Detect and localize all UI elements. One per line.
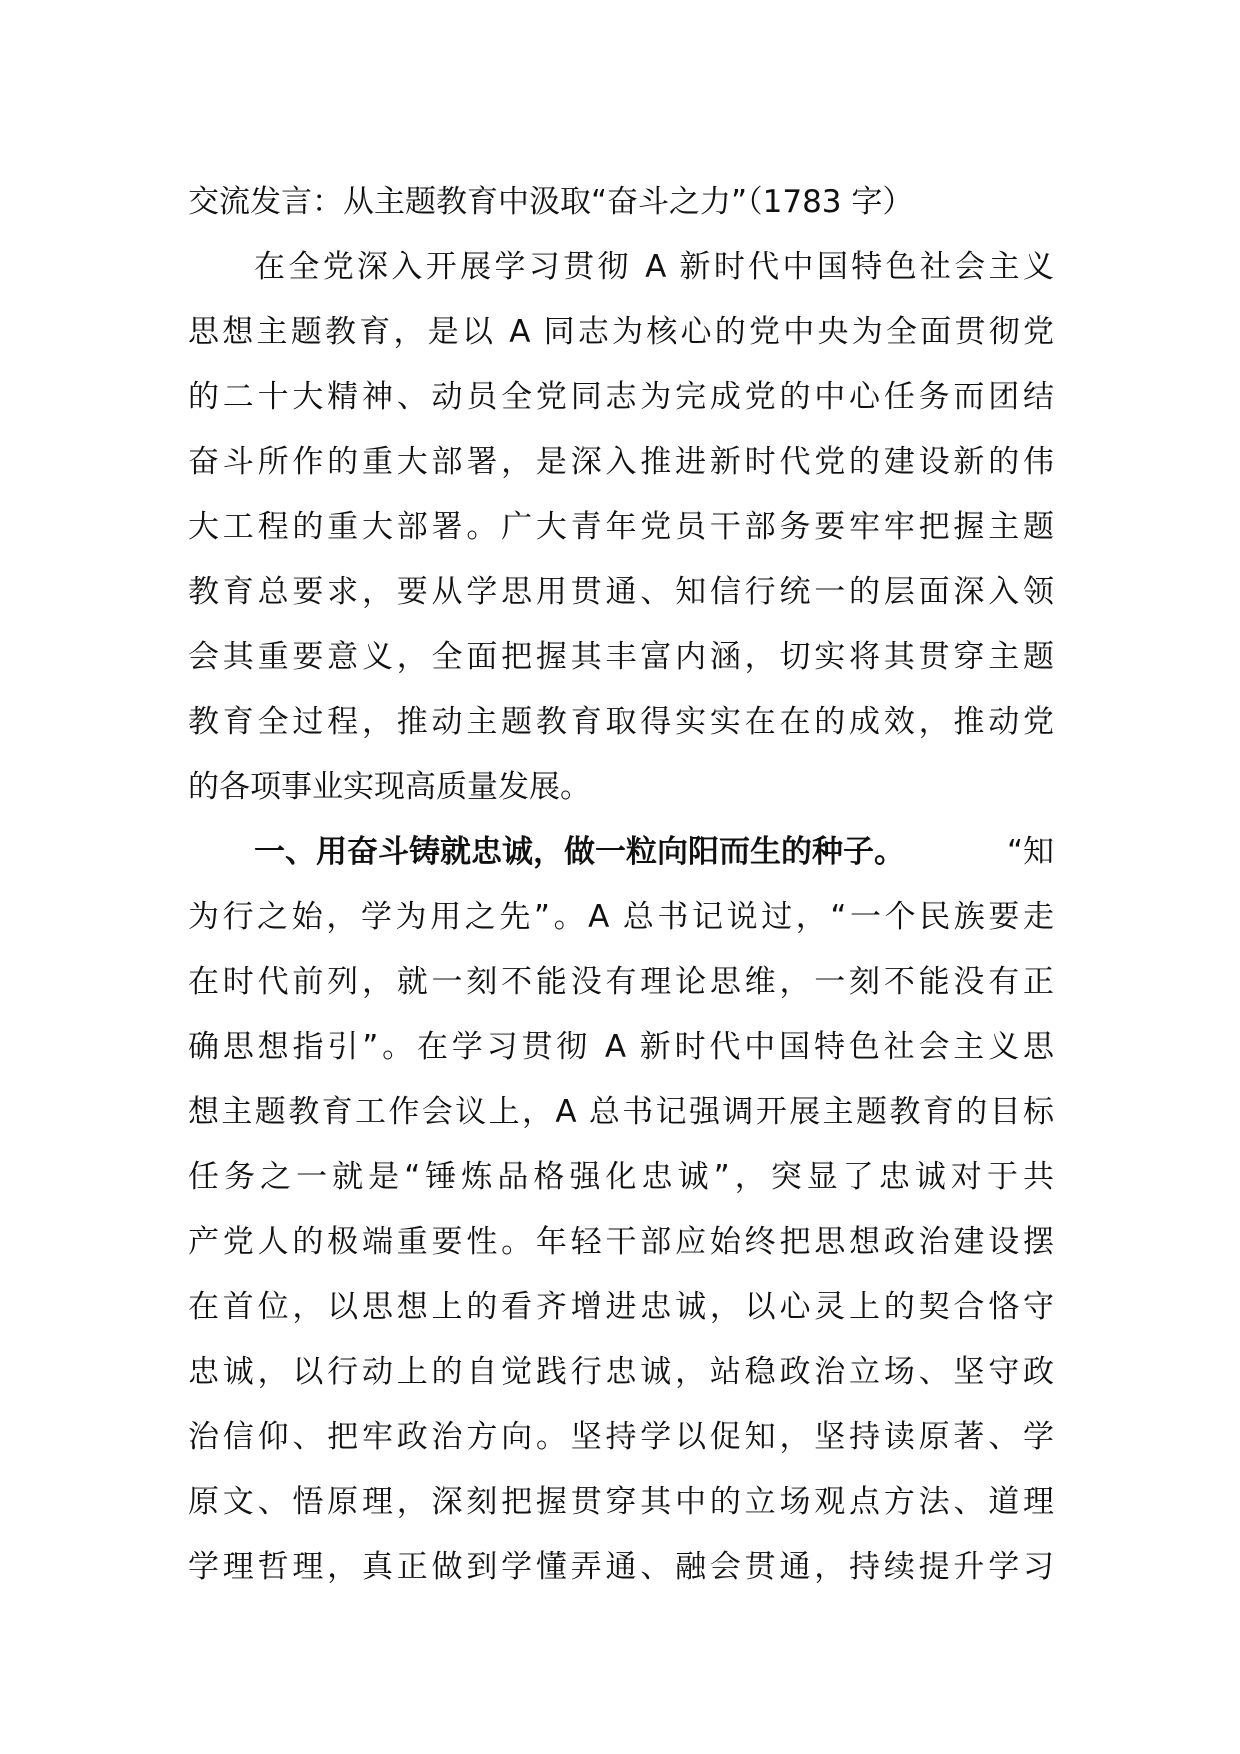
paragraph-2-line: 任务之一就是“锤炼品格强化忠诚”，突显了忠诚对于共 <box>188 1159 1054 1195</box>
paragraph-2-line: 在首位，以思想上的看齐增进忠诚，以心灵上的契合恪守 <box>188 1289 1054 1325</box>
paragraph-2-line: 想主题教育工作会议上，A 总书记强调开展主题教育的目标 <box>188 1094 1054 1130</box>
paragraph-1-line: 教育全过程，推动主题教育取得实实在在的成效，推动党 <box>188 704 1054 740</box>
paragraph-2-first-line-rest: “知 <box>1006 834 1054 870</box>
paragraph-1-line: 在全党深入开展学习贯彻 A 新时代中国特色社会主义 <box>254 249 1054 285</box>
document-body <box>188 170 1054 1600</box>
paragraph-2-first-line <box>188 820 1054 885</box>
paragraph-1-line: 奋斗所作的重大部署，是深入推进新时代党的建设新的伟 <box>188 444 1054 480</box>
paragraph-1-line: 教育总要求，要从学思用贯通、知信行统一的层面深入领 <box>188 574 1054 610</box>
paragraph-1-line: 的二十大精神、动员全党同志为完成党的中心任务而团结 <box>188 379 1054 415</box>
paragraph-2-line: 为行之始，学为用之先”。A 总书记说过，“一个民族要走 <box>188 899 1054 935</box>
paragraph-2-line: 确思想指引”。在学习贯彻 A 新时代中国特色社会主义思 <box>188 1029 1054 1065</box>
paragraph-1-line: 思想主题教育，是以 A 同志为核心的党中央为全面贯彻党 <box>188 314 1054 350</box>
paragraph-1-line: 大工程的重大部署。广大青年党员干部务要牢牢把握主题 <box>188 509 1054 545</box>
document-title: 交流发言：从主题教育中汲取“奋斗之力”（1783 字） <box>188 184 914 220</box>
paragraph-2-line: 原文、悟原理，深刻把握贯穿其中的立场观点方法、道理 <box>188 1484 1054 1520</box>
paragraph-1-line: 的各项事业实现高质量发展。 <box>188 769 591 805</box>
paragraph-2-line: 产党人的极端重要性。年轻干部应始终把思想政治建设摆 <box>188 1224 1054 1260</box>
paragraph-2-line: 忠诚，以行动上的自觉践行忠诚，站稳政治立场、坚守政 <box>188 1354 1054 1390</box>
paragraph-2-line: 治信仰、把牢政治方向。坚持学以促知，坚持读原著、学 <box>188 1419 1054 1455</box>
paragraph-1-line: 会其重要意义，全面把握其丰富内涵，切实将其贯穿主题 <box>188 639 1054 675</box>
paragraph-2-line: 学理哲理，真正做到学懂弄通、融会贯通，持续提升学习 <box>188 1549 1054 1585</box>
paragraph-2-line: 在时代前列，就一刻不能没有理论思维，一刻不能没有正 <box>188 964 1054 1000</box>
section-heading: 一、用奋斗铸就忠诚，做一粒向阳而生的种子。 <box>254 834 905 870</box>
